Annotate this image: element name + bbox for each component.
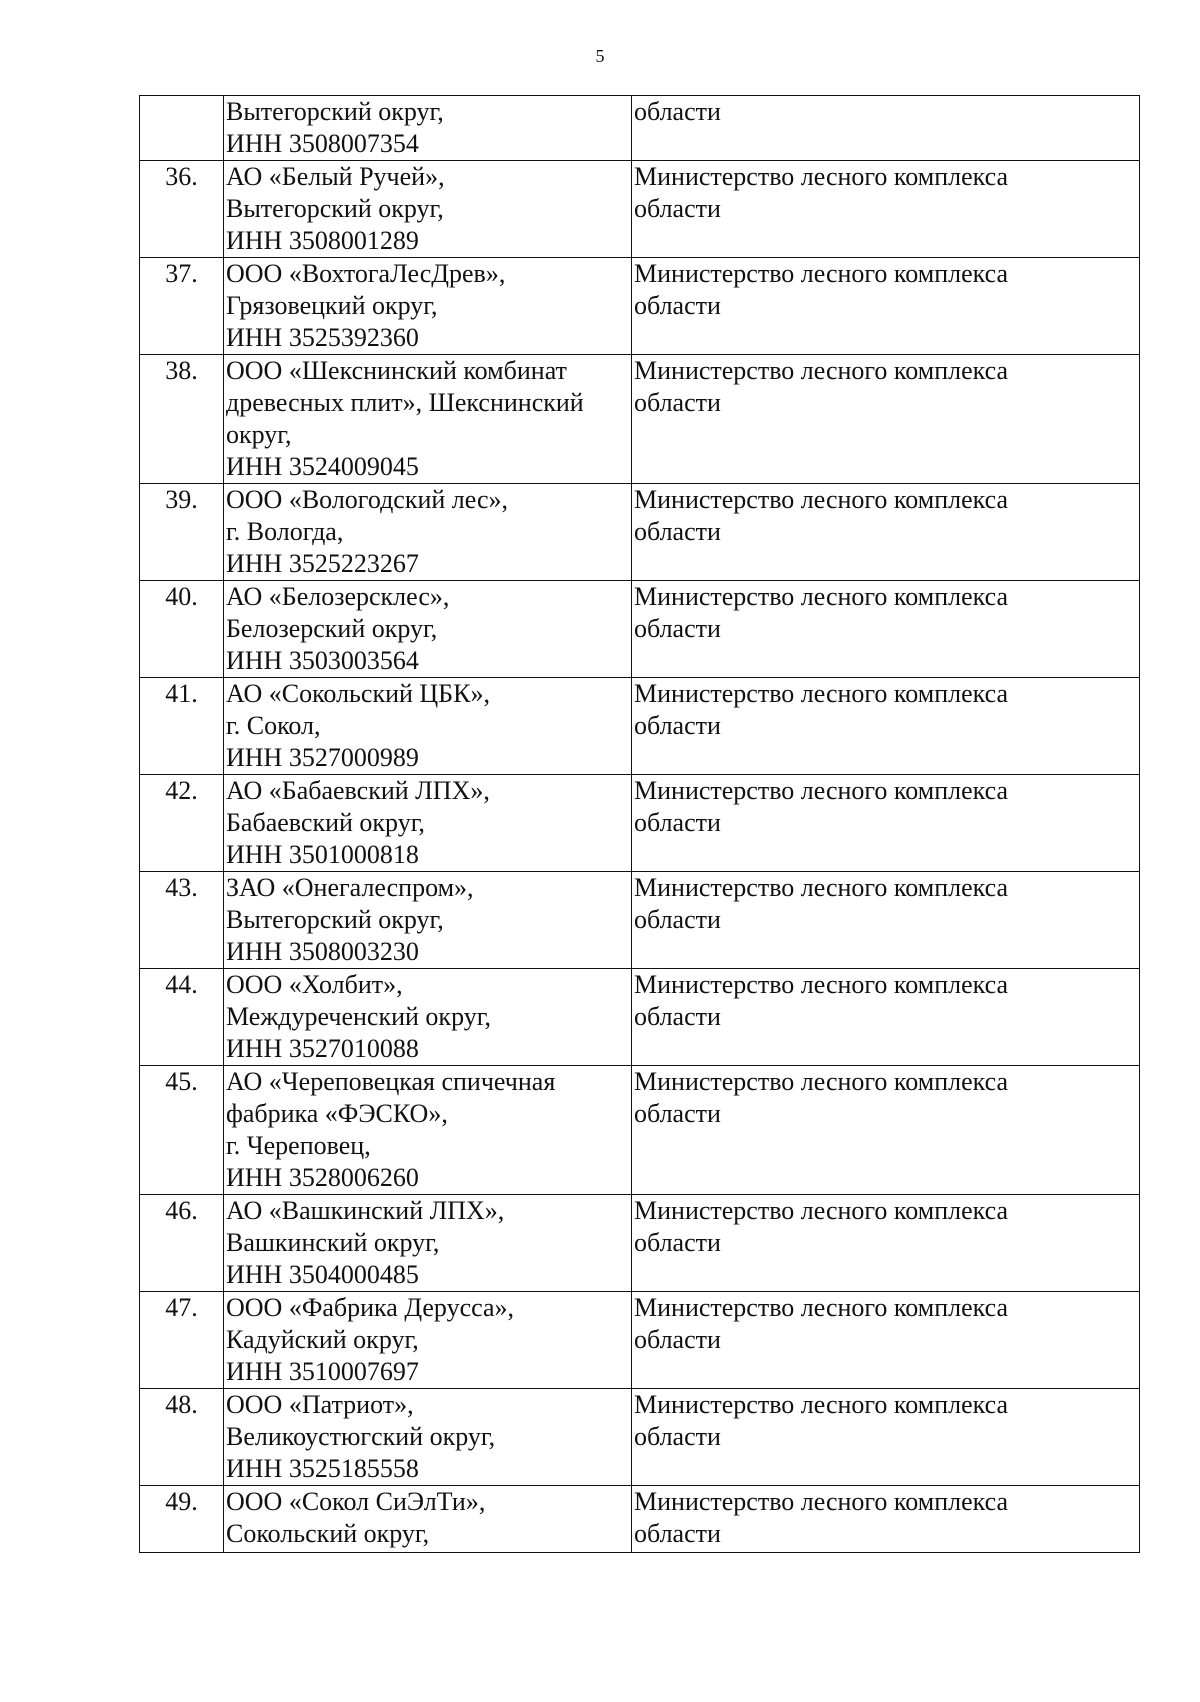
- organization-line: ИНН 3504000485: [226, 1260, 419, 1289]
- organization-cell: [224, 775, 632, 872]
- row-number: 45.: [140, 1066, 224, 1195]
- page-number: 5: [595, 46, 605, 66]
- organization-line: АО «Белозерсклес»,: [226, 582, 450, 611]
- authority-line: области: [634, 1099, 721, 1128]
- organization-line: Великоустюгский округ,: [226, 1422, 496, 1451]
- authority-line: области: [634, 194, 721, 223]
- row-number: 43.: [140, 872, 224, 969]
- organization-line: округ,: [226, 420, 292, 449]
- organization-line: древесных плит», Шекснинский: [226, 388, 584, 417]
- row-number: 42.: [140, 775, 224, 872]
- organization-line: ИНН 3508007354: [226, 129, 419, 158]
- authority-cell: [632, 1292, 1140, 1389]
- authority-cell: [632, 872, 1140, 969]
- authority-line: Министерство лесного комплекса: [634, 970, 1009, 999]
- organization-line: Вашкинский округ,: [226, 1228, 440, 1257]
- table-row: [140, 96, 1140, 161]
- organization-line: АО «Бабаевский ЛПХ»,: [226, 776, 490, 805]
- organization-line: ИНН 3527010088: [226, 1034, 419, 1063]
- table-row: [140, 484, 1140, 581]
- organization-line: ИНН 3527000989: [226, 743, 419, 772]
- authority-line: области: [634, 808, 721, 837]
- row-number: 39.: [140, 484, 224, 581]
- organization-line: ООО «Сокол СиЭлТи»,: [226, 1487, 486, 1516]
- row-number: 47.: [140, 1292, 224, 1389]
- organization-cell: [224, 969, 632, 1066]
- authority-line: Министерство лесного комплекса: [634, 1196, 1009, 1225]
- row-number: 49.: [140, 1486, 224, 1553]
- table-row: [140, 581, 1140, 678]
- organization-cell: [224, 581, 632, 678]
- organization-line: Белозерский округ,: [226, 614, 438, 643]
- row-number: 38.: [140, 355, 224, 484]
- organization-cell: [224, 1292, 632, 1389]
- authority-line: области: [634, 97, 721, 126]
- authority-line: Министерство лесного комплекса: [634, 1293, 1009, 1322]
- table-row: [140, 678, 1140, 775]
- organization-cell: [224, 161, 632, 258]
- organization-line: фабрика «ФЭСКО»,: [226, 1099, 448, 1128]
- table-row: [140, 872, 1140, 969]
- authority-line: Министерство лесного комплекса: [634, 259, 1009, 288]
- row-number: [140, 96, 224, 161]
- organization-line: АО «Белый Ручей»,: [226, 162, 445, 191]
- authority-cell: [632, 161, 1140, 258]
- organization-cell: [224, 1195, 632, 1292]
- organization-cell: [224, 872, 632, 969]
- authority-cell: [632, 96, 1140, 161]
- organization-cell: [224, 96, 632, 161]
- table-row: [140, 1066, 1140, 1195]
- organization-line: г. Череповец,: [226, 1131, 371, 1160]
- table-row: [140, 775, 1140, 872]
- row-number: 41.: [140, 678, 224, 775]
- organization-line: ООО «Шекснинский комбинат: [226, 356, 567, 385]
- row-number: 37.: [140, 258, 224, 355]
- authority-cell: [632, 1389, 1140, 1486]
- organization-line: г. Сокол,: [226, 711, 321, 740]
- organization-line: ИНН 3501000818: [226, 840, 419, 869]
- authority-line: области: [634, 1519, 721, 1548]
- organization-line: ООО «Фабрика Дерусса»,: [226, 1293, 515, 1322]
- organization-line: Кадуйский округ,: [226, 1325, 419, 1354]
- authority-cell: [632, 355, 1140, 484]
- organization-line: Междуреченский округ,: [226, 1002, 491, 1031]
- organization-line: ИНН 3525223267: [226, 549, 419, 578]
- organizations-table: [139, 95, 1140, 1553]
- authority-line: области: [634, 614, 721, 643]
- row-number: 44.: [140, 969, 224, 1066]
- organization-line: Грязовецкий округ,: [226, 291, 438, 320]
- organization-cell: [224, 1066, 632, 1195]
- organization-line: ИНН 3503003564: [226, 646, 419, 675]
- organization-line: ООО «Патриот»,: [226, 1390, 414, 1419]
- authority-line: области: [634, 291, 721, 320]
- organization-cell: [224, 1389, 632, 1486]
- authority-line: Министерство лесного комплекса: [634, 873, 1009, 902]
- authority-line: Министерство лесного комплекса: [634, 1487, 1009, 1516]
- authority-line: Министерство лесного комплекса: [634, 162, 1009, 191]
- authority-line: Министерство лесного комплекса: [634, 485, 1009, 514]
- authority-cell: [632, 775, 1140, 872]
- table-row: [140, 1195, 1140, 1292]
- organization-line: ИНН 3508001289: [226, 226, 419, 255]
- organization-line: ЗАО «Онегалеспром»,: [226, 873, 474, 902]
- authority-line: Министерство лесного комплекса: [634, 1067, 1009, 1096]
- authority-line: области: [634, 711, 721, 740]
- organization-cell: [224, 678, 632, 775]
- authority-cell: [632, 1066, 1140, 1195]
- organization-line: АО «Череповецкая спичечная: [226, 1067, 556, 1096]
- organization-line: ИНН 3510007697: [226, 1357, 419, 1386]
- authority-line: Министерство лесного комплекса: [634, 776, 1009, 805]
- row-number: 48.: [140, 1389, 224, 1486]
- table-row: [140, 161, 1140, 258]
- organization-line: АО «Сокольский ЦБК»,: [226, 679, 490, 708]
- organization-line: г. Вологда,: [226, 517, 344, 546]
- authority-cell: [632, 484, 1140, 581]
- organization-line: ИНН 3508003230: [226, 937, 419, 966]
- organization-line: АО «Вашкинский ЛПХ»,: [226, 1196, 505, 1225]
- authority-cell: [632, 1486, 1140, 1553]
- table-row: [140, 258, 1140, 355]
- authority-cell: [632, 581, 1140, 678]
- organization-line: ИНН 3525185558: [226, 1454, 419, 1483]
- organization-cell: [224, 355, 632, 484]
- organization-line: ООО «ВохтогаЛесДрев»,: [226, 259, 506, 288]
- organization-cell: [224, 1486, 632, 1553]
- organization-cell: [224, 258, 632, 355]
- authority-line: Министерство лесного комплекса: [634, 1390, 1009, 1419]
- authority-line: области: [634, 517, 721, 546]
- authority-line: области: [634, 1002, 721, 1031]
- organization-line: ООО «Холбит»,: [226, 970, 403, 999]
- authority-line: Министерство лесного комплекса: [634, 582, 1009, 611]
- authority-cell: [632, 678, 1140, 775]
- table-row: [140, 1389, 1140, 1486]
- authority-cell: [632, 258, 1140, 355]
- organization-line: Бабаевский округ,: [226, 808, 425, 837]
- authority-line: Министерство лесного комплекса: [634, 679, 1009, 708]
- organization-cell: [224, 484, 632, 581]
- authority-line: области: [634, 1325, 721, 1354]
- organization-line: ИНН 3524009045: [226, 452, 419, 481]
- row-number: 46.: [140, 1195, 224, 1292]
- organization-line: ИНН 3528006260: [226, 1163, 419, 1192]
- authority-line: области: [634, 388, 721, 417]
- organization-line: ИНН 3525392360: [226, 323, 419, 352]
- organization-line: Сокольский округ,: [226, 1519, 430, 1548]
- table-row: [140, 969, 1140, 1066]
- organization-line: ООО «Вологодский лес»,: [226, 485, 509, 514]
- row-number: 36.: [140, 161, 224, 258]
- table-row: [140, 1292, 1140, 1389]
- table-row: [140, 355, 1140, 484]
- authority-line: области: [634, 905, 721, 934]
- authority-line: области: [634, 1228, 721, 1257]
- organizations-table-body: [140, 96, 1140, 1553]
- table-row: [140, 1486, 1140, 1553]
- authority-line: Министерство лесного комплекса: [634, 356, 1009, 385]
- organization-line: Вытегорский округ,: [226, 194, 444, 223]
- authority-cell: [632, 969, 1140, 1066]
- organization-line: Вытегорский округ,: [226, 97, 444, 126]
- organization-line: Вытегорский округ,: [226, 905, 444, 934]
- authority-line: области: [634, 1422, 721, 1451]
- row-number: 40.: [140, 581, 224, 678]
- authority-cell: [632, 1195, 1140, 1292]
